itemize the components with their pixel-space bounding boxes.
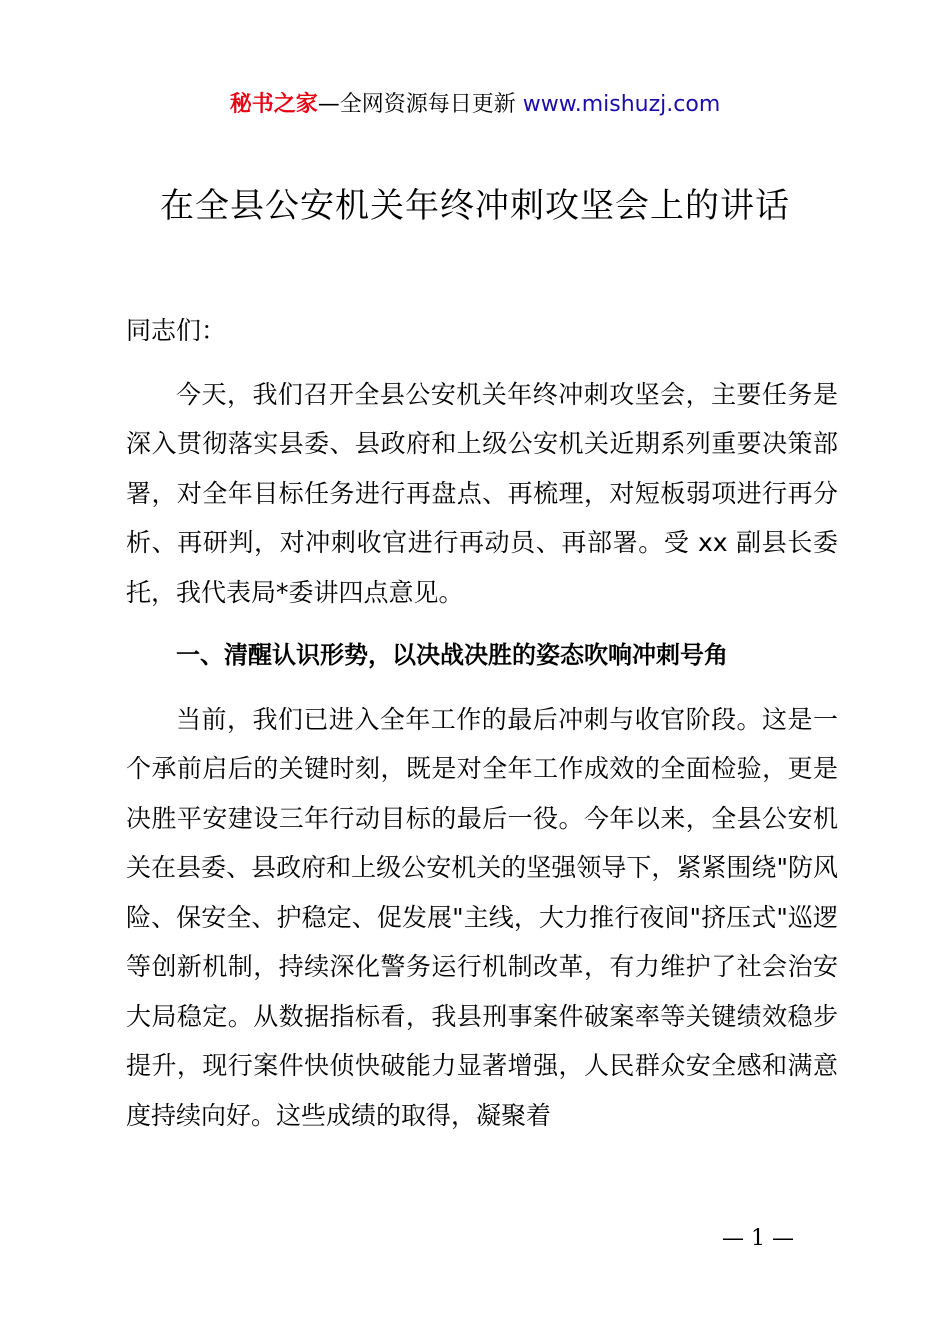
page-number: — 1 — xyxy=(722,1226,794,1251)
paragraph-situation: 当前，我们已进入全年工作的最后冲刺与收官阶段。这是一个承前启后的关键时刻，既是对全年工作成效的全面检验，更是决胜平安建设三年行动目标的最后一役。今年以来，全县公安机关在县委、县政府和上级公安机关的坚强领导下，紧紧围绕"防风险、保安全、护稳定、促发展"主线，大力推行夜间"挤压式"巡逻等创新机制，持续深化警务运行机制改革，有力维护了社会治安大局稳定。从数据指标看，我县刑事案件破案率等关键绩效稳步提升，现行案件快侦快破能力显著增强，人民群众安全感和满意度持续向好。这些成绩的取得，凝聚着 xyxy=(126,704,838,1130)
document-title: 在全县公安机关年终冲刺攻坚会上的讲话 xyxy=(160,186,790,226)
salutation: 同志们： xyxy=(126,316,227,345)
header-dash: — xyxy=(317,92,340,117)
section-heading-1: 一、清醒认识形势，以决战决胜的姿态吹响冲刺号角 xyxy=(176,641,728,669)
header-tagline: 全网资源每日更新 xyxy=(339,92,516,117)
site-header xyxy=(0,88,950,122)
paragraph-intro: 今天，我们召开全县公安机关年终冲刺攻坚会，主要任务是深入贯彻落实县委、县政府和上级公安机关近期系列重要决策部署，对全年目标任务进行再盘点、再梳理，对短板弱项进行再分析、再研判，对冲刺收官进行再动员、再部署。受 xx 副县长委托，我代表局*委讲四点意见。 xyxy=(126,379,838,607)
brand-name: 秘书之家 xyxy=(229,92,318,117)
site-url-link[interactable]: www.mishuzj.com xyxy=(522,92,721,117)
document-body xyxy=(126,306,838,1140)
